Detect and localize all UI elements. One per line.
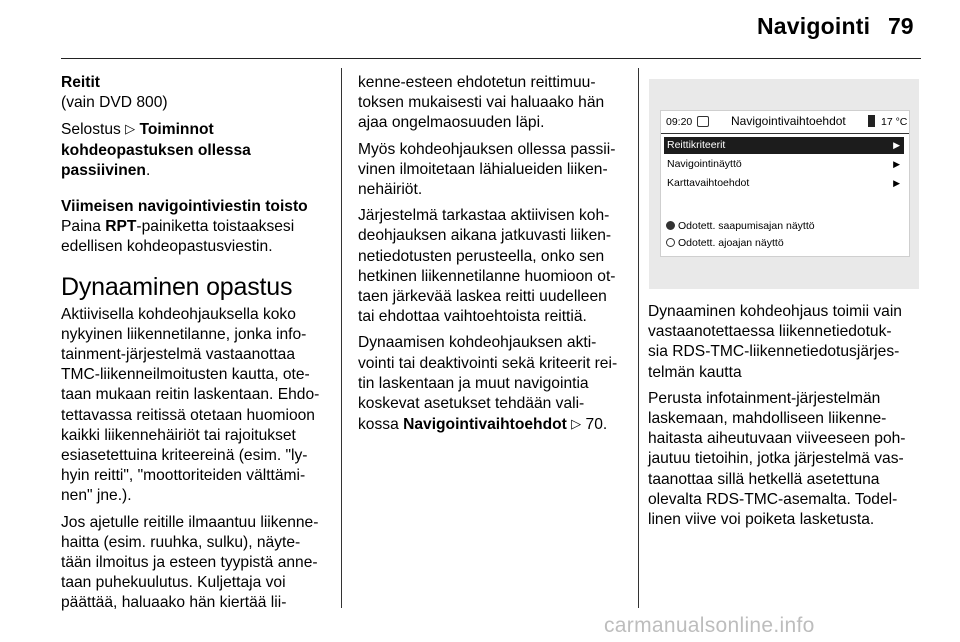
reference-arrow-icon: ▷	[125, 121, 136, 137]
paragraph: Perusta infotainment-järjestelmän laskemaan, mahdolliseen liikenne- haitasta aiheutuvaan viiveeseen poh- jautuu tietoihin, jotka järjestelmä vas- taanottaa sillä hetkellä asetettuna olevalta RDS-TMC-asemalta. Todel- linen viive voi poiketa lasketusta.	[648, 389, 906, 529]
paragraph: Aktiivisella kohdeohjauksella koko nykyinen liikennetilanne, jonka info- tainment-järjestelmä vastaanottaa TMC-liikenneilmoitusten kautta, ote- taan mukaan reitin laskentaan. Ehdo- tettavassa reitissä otetaan huomioon kaikki liikennehäiriöt tai rajoitukset esiasetettuina kriteereinä (esim. "ly- hyin reitti", "moottoriteiden välttämi- nen" jne.).	[61, 305, 320, 505]
clock: 09:20	[666, 116, 693, 128]
paragraph: kenne-esteen ehdotetun reittimuu- toksen mukaisesti vai haluaako hän ajaa ongelmaosuuden läpi.	[358, 74, 605, 132]
navigation-options-screen	[660, 110, 910, 257]
back-icon	[697, 116, 709, 127]
passiivinen-line: passiivinen.	[61, 161, 151, 179]
paragraph: Jos ajetulle reitille ilmaantuu liikenne- haitta (esim. ruuhka, sulku), näyte- tään ilmoitus ja esteen tyypistä anne- taan puhekuulutus. Kuljettaja voi päättää, haluaako hän kiertää lii-	[61, 513, 319, 612]
chevron-right-icon: ▶	[893, 140, 900, 150]
paragraph: Dynaamisen kohdeohjauksen akti- vointi tai deaktivointi sekä kriteerit rei- tin laskentaan ja muut navigointia koskevat asetukset tehdään vali- kossa Navigointivaihtoehdot ▷ 70.	[358, 334, 618, 434]
header-divider	[61, 58, 921, 59]
chevron-right-icon: ▶	[893, 159, 900, 169]
column-divider	[341, 68, 342, 608]
reitit-subtitle: (vain DVD 800)	[61, 94, 168, 112]
screen-title: Navigointivaihtoehdot	[731, 114, 846, 128]
paragraph: Järjestelmä tarkastaa aktiivisen koh- deohjauksen aikana jatkuvasti liiken- netiedotusten perusteella, onko sen hetkinen liikennetilanne huomioon ot- taen järkevää laskea reitti uudelleen tai ehdottaa vaihtoehtoista reittiä.	[358, 207, 616, 326]
reference-arrow-icon: ▷	[571, 416, 582, 432]
menu-ref-navigointivaihtoehdot: Navigointivaihtoehdot	[403, 416, 567, 434]
paragraph: Dynaaminen kohdeohjaus toimii vain vastaanotettaessa liikennetiedotuk- sia RDS-TMC-liikennetiedotusjärjes- telmän kautta	[648, 303, 902, 381]
menu-ref-toiminnot: Toiminnot	[139, 121, 214, 139]
column-3	[648, 302, 924, 536]
paina-line: Paina RPT-painiketta toistaaksesi	[61, 218, 295, 236]
radio-option-saapumisaika[interactable]: Odotett. saapumisajan näyttö	[666, 220, 815, 232]
rpt-button-label: RPT	[105, 218, 137, 236]
menu-item-navigointinaytto[interactable]: Navigointinäyttö ▶	[664, 156, 904, 173]
paragraph: Myös kohdeohjauksen ollessa passii- vinen ilmoitetaan lähialueiden liiken- nehäiriöt.	[358, 140, 616, 199]
phone-icon	[868, 115, 875, 127]
paina-line-2: edellisen kohdeopastusviestin.	[61, 238, 273, 256]
column-2	[358, 73, 630, 441]
display-screenshot	[649, 79, 919, 289]
page-title: Navigointi	[757, 13, 871, 39]
section-heading-reitit: Reitit	[61, 74, 100, 91]
section-heading-dynaaminen: Dynaaminen opastus	[61, 272, 293, 301]
section-heading-viimeisen: Viimeisen navigointiviestin toisto	[61, 198, 308, 216]
radio-option-ajoaika[interactable]: Odotett. ajoajan näyttö	[666, 237, 784, 249]
menu-ref-kohdeopastuksen: kohdeopastuksen ollessa	[61, 141, 251, 159]
page-number: 79	[888, 13, 914, 39]
column-divider	[638, 68, 639, 608]
screen-status-bar	[661, 111, 909, 134]
radio-unselected-icon	[666, 238, 675, 247]
menu-item-reittikriteerit[interactable]: Reittikriteerit ▶	[664, 137, 904, 154]
column-1	[61, 73, 331, 620]
radio-selected-icon	[666, 221, 675, 230]
page-reference: 70.	[585, 416, 608, 434]
chevron-right-icon: ▶	[893, 178, 900, 188]
temperature: 17 °C	[881, 116, 908, 128]
page-header	[0, 0, 960, 60]
menu-item-karttavaihtoehdot[interactable]: Karttavaihtoehdot ▶	[664, 175, 904, 192]
selostus-line: Selostus ▷ Toiminnot	[61, 121, 214, 139]
watermark: carmanualsonline.info	[604, 614, 815, 637]
